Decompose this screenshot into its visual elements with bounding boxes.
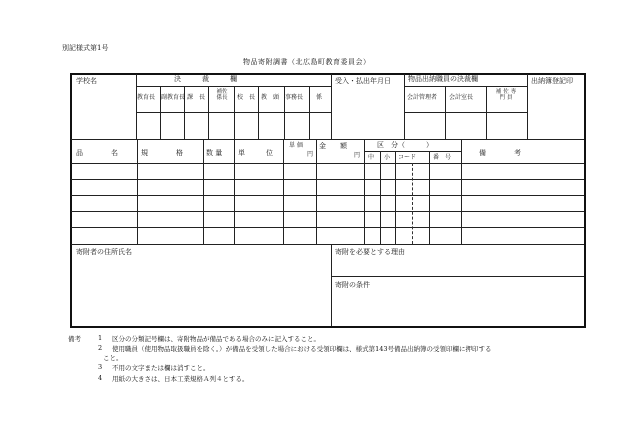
note-text: 区分の分類記号欄は、寄附物品が備品である場合のみに記入すること。 [112,335,320,343]
received-date-label: 受入・払出年月日 [335,77,391,85]
note-text-continuation: こと。 [103,354,123,362]
decision-cell-staff: 係 [316,94,323,101]
decision-cell-superintendent: 教育長 [137,94,156,101]
note-text: 用紙の大きさは、日本工業規格Ａ列４とする。 [112,375,249,383]
school-name-label: 学校名 [76,77,97,85]
col-item-name: 品 名 [76,149,118,157]
note-number: 1 [98,334,103,342]
decision-cell-deputy: 副教育長 [161,94,186,101]
decision-cell-principal: 校 長 [237,94,256,101]
note-number: 3 [98,363,103,371]
page-title: 物品寄附調書（北広島町教育委員会） [243,58,371,66]
ledger-stamp-label: 出納簿登記印 [531,77,573,85]
officer-decision-label: 物品出納職員の決裁欄 [408,75,478,83]
col-amount-yen: 円 [354,152,361,159]
col-unit-price: 単 価 [289,142,303,149]
col-code: コード [398,154,417,161]
col-unit: 単 位 [238,149,273,157]
col-division: 区 分（ ） [377,141,433,149]
donor-address-label: 寄附者の住所氏名 [76,248,132,256]
decision-column-label: 決 裁 欄 [174,75,237,83]
form-id: 別記様式第1号 [62,44,109,52]
col-spec: 規 格 [141,149,183,157]
col-number: 番 号 [433,154,452,161]
note-text: 使用職員（使用物品取扱職員を除く。）が備品を受領した場合における受領印欄は、様式第143号備品出納簿の受領印欄に押印する [112,345,492,353]
officer-cell-accountant: 会計管理者 [407,94,438,101]
officer-cell-accounting-head: 会計室長 [449,94,474,101]
officer-cell-assistant: 補佐専 門員 [495,89,519,101]
decision-cell-office-head: 事務長 [285,94,304,101]
col-division-small: 小 [384,154,391,161]
note-number: 2 [98,344,103,352]
col-unit-price-yen: 円 [307,151,314,158]
donation-conditions-label: 寄附の条件 [335,281,370,289]
notes-label: 備考 [68,335,81,343]
decision-cell-vice-principal: 教 頭 [261,94,280,101]
decision-cell-assistant: 補佐 係長 [216,89,228,101]
note-text: 不用の文字または欄は消すこと。 [112,364,210,372]
col-remarks: 備 考 [479,149,521,157]
donation-reason-label: 寄附を必要とする理由 [335,248,405,256]
col-amount: 金 額 [319,142,347,150]
decision-cell-section-chief: 課 長 [187,94,206,101]
note-number: 4 [98,374,103,382]
col-division-mid: 中 [368,154,375,161]
col-qty: 数 量 [206,149,223,157]
